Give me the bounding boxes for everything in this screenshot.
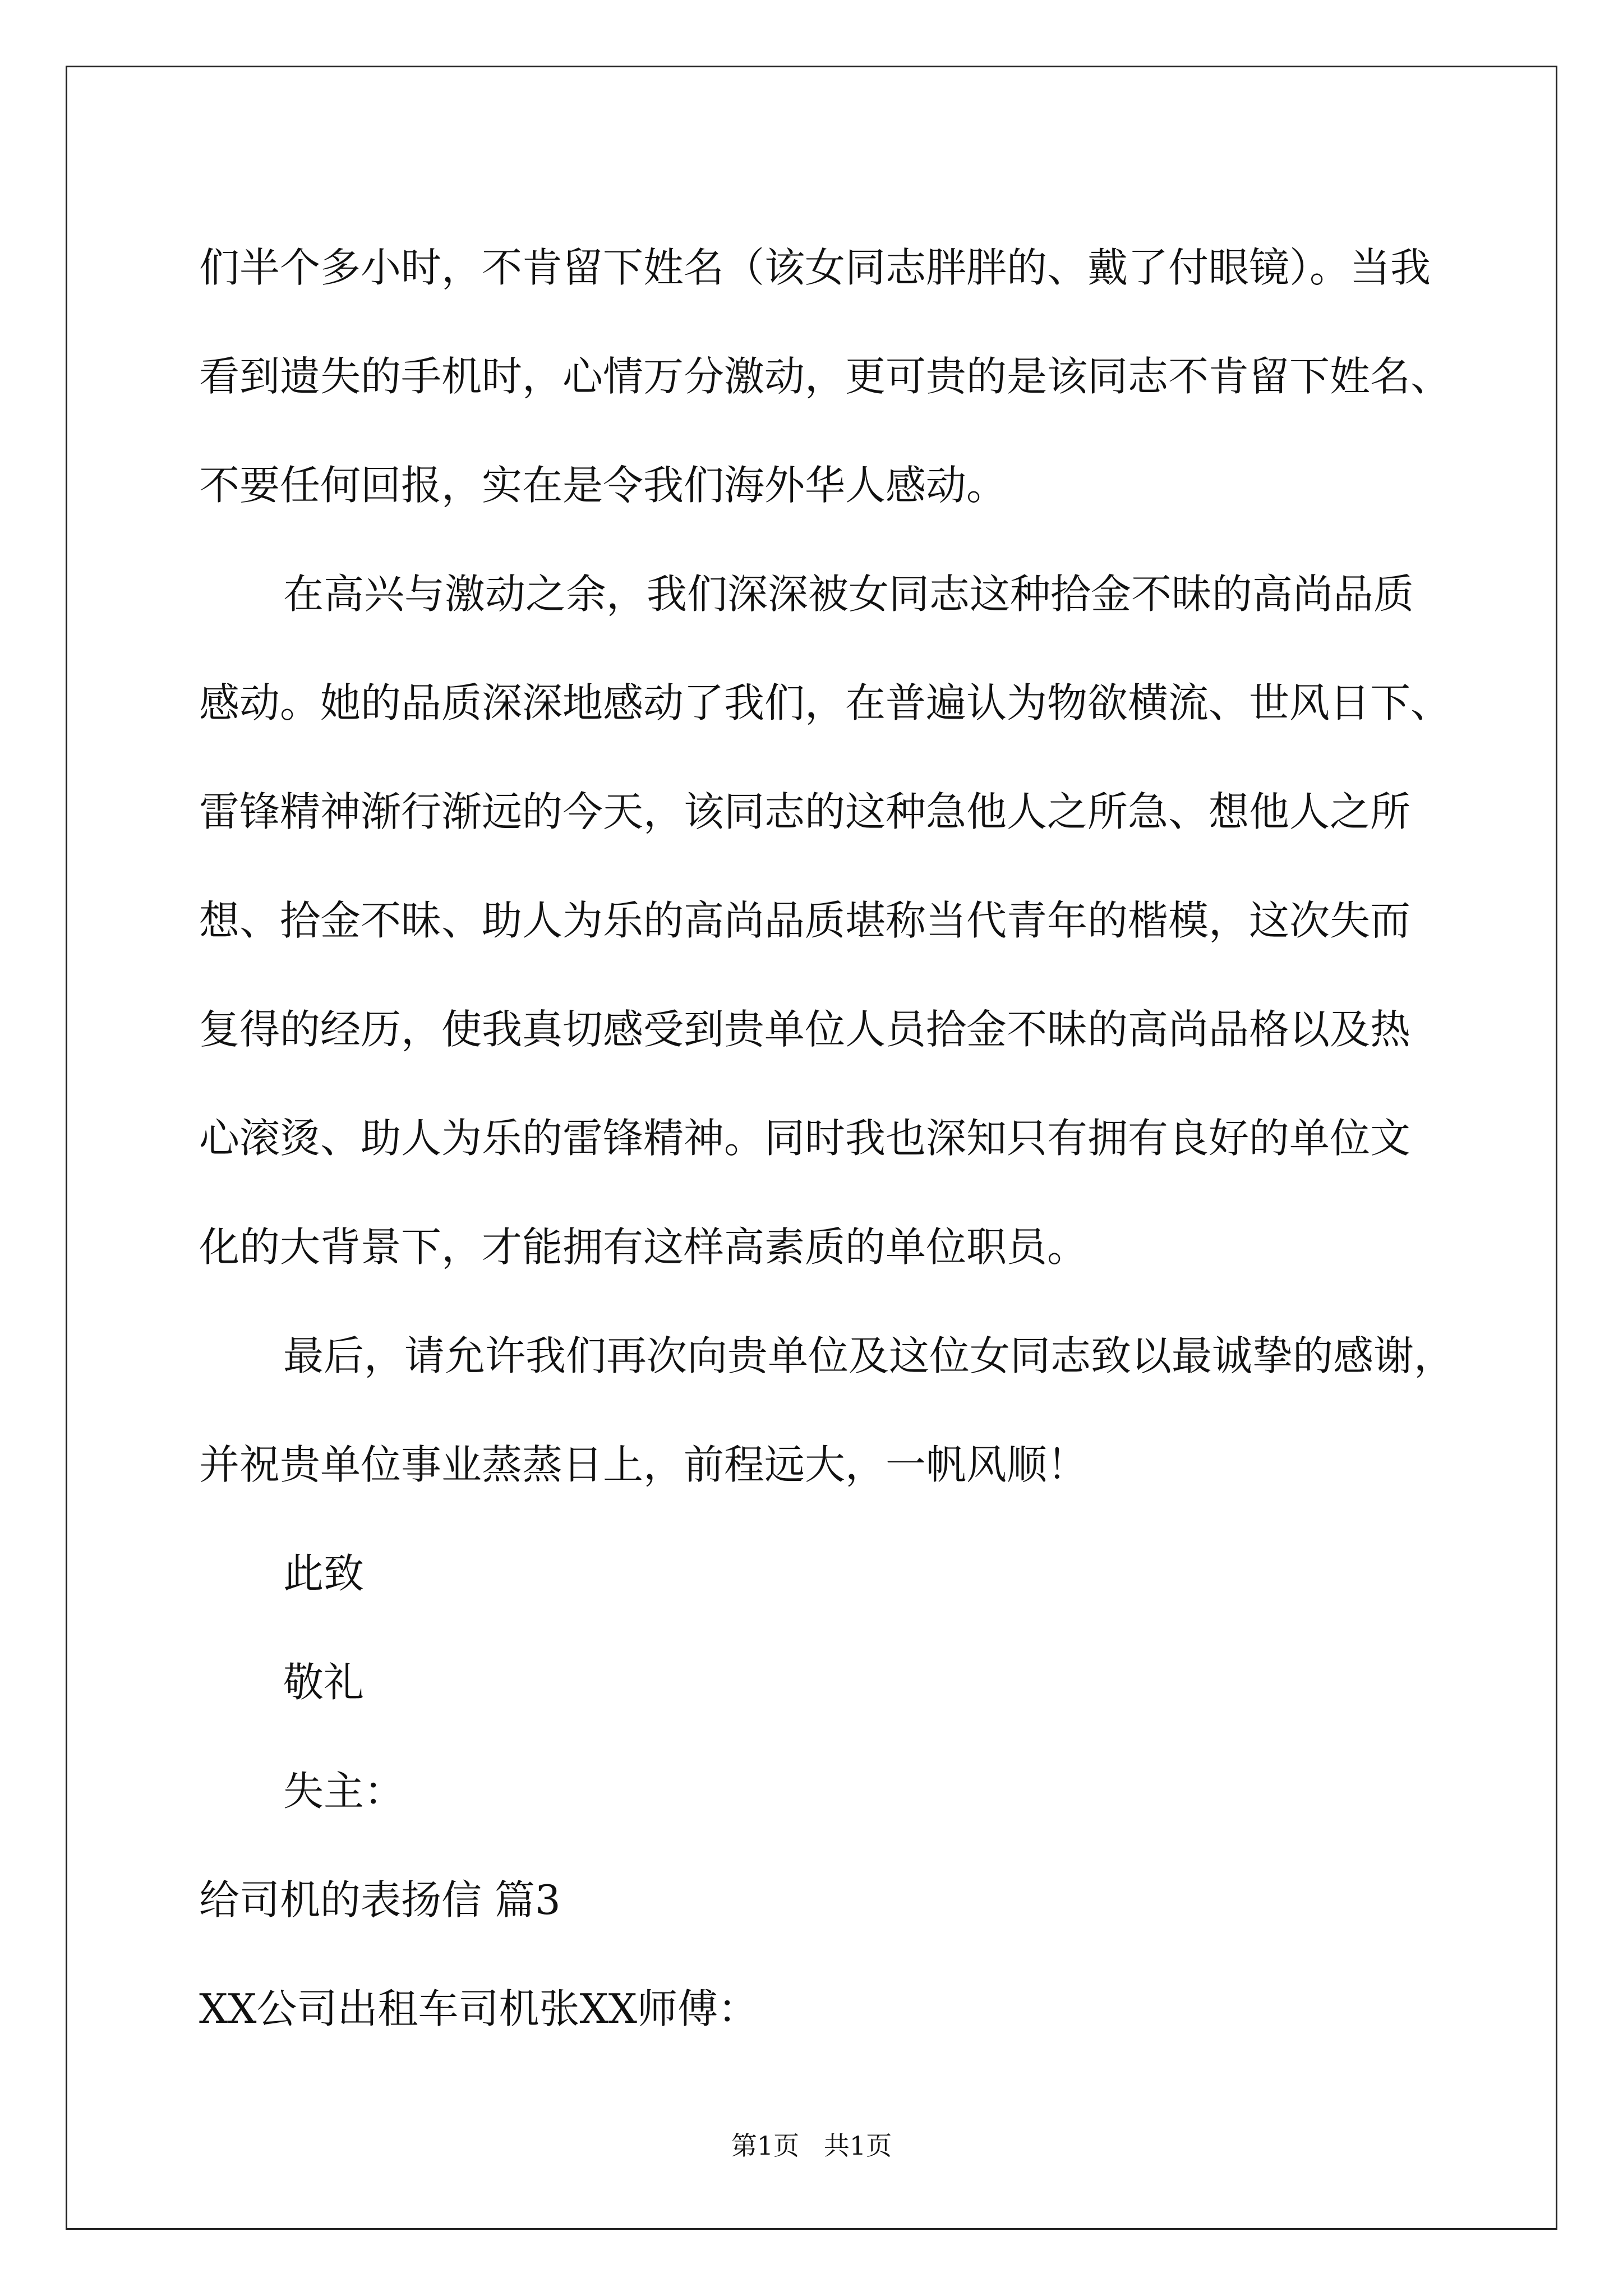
text-line: 想、拾金不昧、助人为乐的高尚品质堪称当代青年的楷模，这次失而 (199, 897, 1411, 944)
text-line: 感动。她的品质深深地感动了我们，在普遍认为物欲横流、世风日下、 (199, 679, 1451, 726)
text-line: 们半个多小时，不肯留下姓名（该女同志胖胖的、戴了付眼镜）。当我 (199, 244, 1431, 291)
text-line: 并祝贵单位事业蒸蒸日上，前程远大，一帆风顺！ (199, 1441, 1088, 1488)
text-line: 在高兴与激动之余，我们深深被女同志这种拾金不昧的高尚品质 (283, 570, 1414, 618)
text-line: 最后，请允许我们再次向贵单位及这位女同志致以最诚挚的感谢， (283, 1332, 1455, 1379)
text-line: 雷锋精神渐行渐远的今天，该同志的这种急他人之所急、想他人之所 (199, 788, 1411, 835)
text-line: 化的大背景下，才能拥有这样高素质的单位职员。 (199, 1223, 1088, 1271)
closing-regards: 敬礼 (283, 1659, 365, 1706)
letter-addressee: XX公司出租车司机张XX师傅： (199, 1985, 759, 2032)
closing-salutation: 此致 (283, 1550, 365, 1597)
document-body (199, 213, 1455, 2063)
page-footer (0, 2129, 1623, 2162)
text-line: 心滚烫、助人为乐的雷锋精神。同时我也深知只有拥有良好的单位文 (199, 1115, 1411, 1162)
text-line: 不要任何回报，实在是令我们海外华人感动。 (199, 462, 1007, 509)
signature-label: 失主： (283, 1768, 405, 1815)
text-line: 复得的经历，使我真切感受到贵单位人员拾金不昧的高尚品格以及热 (199, 1006, 1411, 1053)
text-line: 看到遗失的手机时，心情万分激动，更可贵的是该同志不肯留下姓名、 (199, 353, 1451, 400)
page-number: 第1页 共1页 (731, 2131, 892, 2161)
section-heading: 给司机的表扬信 篇3 (199, 1876, 561, 1924)
